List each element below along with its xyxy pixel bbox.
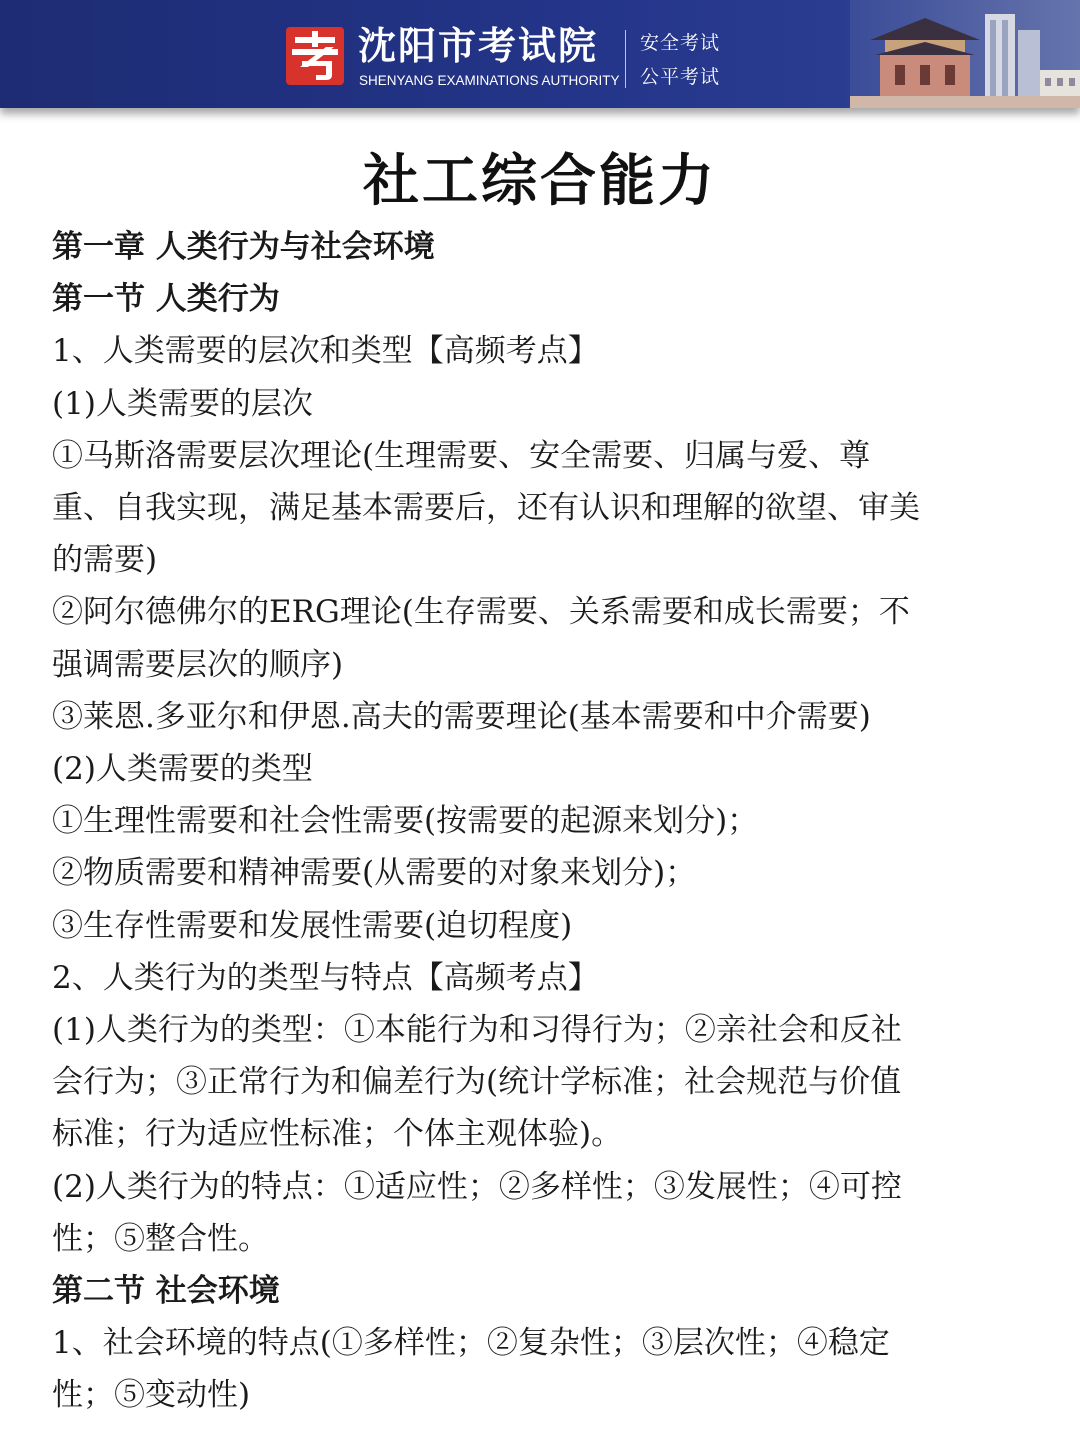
text-line: ②物质需要和精神需要(从需要的对象来划分)； (52, 855, 697, 892)
text-line: ③莱恩.多亚尔和伊恩.高夫的需要理论(基本需要和中介需要) (52, 698, 871, 735)
text-line: 性；⑤整合性。 (52, 1220, 269, 1257)
document-body (52, 221, 1042, 1422)
page-title: 社工综合能力 (363, 148, 717, 214)
slogan-safe-exam: 安全考试 (640, 32, 721, 54)
section-heading: 第一节 人类行为 (52, 281, 280, 318)
kao-character-logo-icon (286, 27, 344, 85)
brand-divider (625, 30, 626, 88)
text-line: ①生理性需要和社会性需要(按需要的起源来划分)； (52, 803, 759, 840)
text-line: 标准；行为适应性标准；个体主观体验)。 (52, 1116, 623, 1153)
text-line: 1、人类需要的层次和类型【高频考点】 (52, 333, 599, 370)
slogan-fair-exam: 公平考试 (640, 66, 721, 88)
section-heading: 第二节 社会环境 (52, 1273, 280, 1310)
chapter-heading: 第一章 人类行为与社会环境 (52, 229, 435, 265)
text-line: (2)人类行为的特点：①适应性；②多样性；③发展性；④可控 (52, 1168, 902, 1205)
text-line: 的需要) (52, 542, 158, 579)
text-line: ①马斯洛需要层次理论(生理需要、安全需要、归属与爱、尊 (52, 437, 871, 474)
text-line: 重、自我实现，满足基本需要后，还有认识和理解的欲望、审美 (52, 490, 920, 527)
text-line: 强调需要层次的顺序) (52, 646, 344, 683)
org-name-cn: 沈阳市考试院 (358, 24, 599, 68)
text-line: (1)人类行为的类型：①本能行为和习得行为；②亲社会和反社 (52, 1012, 902, 1049)
text-line: 2、人类行为的类型与特点【高频考点】 (52, 959, 599, 996)
text-line: 性；⑤变动性) (52, 1377, 251, 1414)
text-line: ②阿尔德佛尔的ERG理论(生存需要、关系需要和成长需要；不 (52, 594, 910, 631)
text-line: 1、社会环境的特点(①多样性；②复杂性；③层次性；④稳定 (52, 1325, 890, 1362)
text-line: ③生存性需要和发展性需要(迫切程度) (52, 907, 573, 944)
header-banner (0, 0, 1080, 108)
text-line: 会行为；③正常行为和偏差行为(统计学标准；社会规范与价值 (52, 1064, 902, 1101)
text-line: (1)人类需要的层次 (52, 385, 313, 422)
org-name-en: SHENYANG EXAMINATIONS AUTHORITY (359, 73, 620, 88)
city-buildings-icon (850, 0, 1080, 108)
text-line: (2)人类需要的类型 (52, 751, 313, 788)
